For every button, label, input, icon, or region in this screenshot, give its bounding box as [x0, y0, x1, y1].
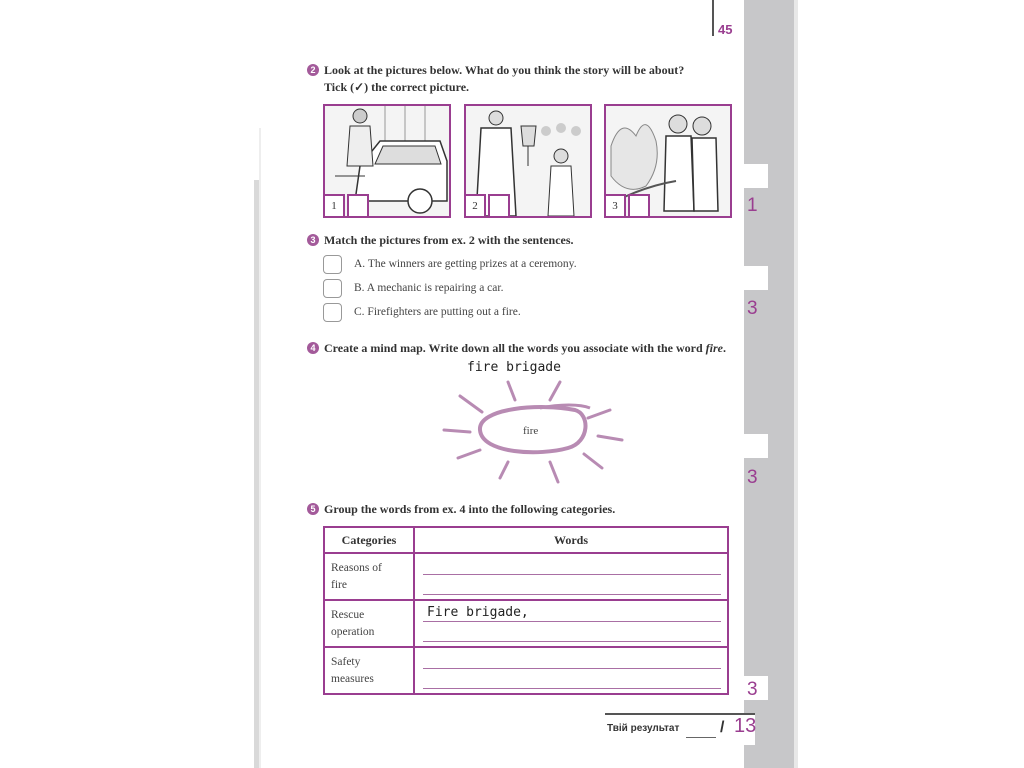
category-cell	[324, 600, 414, 647]
ex5-score: 3	[747, 679, 758, 700]
table-row	[324, 553, 728, 600]
picture-2-tick-box[interactable]	[488, 194, 510, 216]
page-edge-shadow	[259, 128, 261, 768]
result-label: Твій результат	[607, 723, 680, 734]
sentence-b	[323, 279, 503, 298]
category-line1: Safety	[331, 655, 361, 668]
sentence-b-text: B. A mechanic is repairing a car.	[354, 282, 504, 295]
sentence-c	[323, 303, 521, 322]
sentence-c-text: C. Firefighters are putting out a fire.	[354, 306, 521, 319]
result-input-line[interactable]	[686, 737, 716, 738]
ex5-title-text: Group the words from ex. 4 into the following categories.	[324, 502, 616, 516]
ex2-score: 1	[747, 195, 758, 216]
picture-2	[464, 104, 592, 218]
picture-3	[604, 104, 732, 218]
category-line2: measures	[331, 672, 374, 685]
result-total: 13	[734, 715, 757, 737]
ex4-title-text: Create a mind map. Write down all the words you associate with the word	[324, 341, 706, 355]
writing-line	[423, 641, 721, 642]
words-cell[interactable]	[414, 647, 728, 694]
header-categories: Categories	[324, 527, 414, 553]
ex5-number-badge: 5	[307, 503, 319, 515]
picture-3-number: 3	[606, 194, 626, 216]
writing-line	[423, 594, 721, 595]
ex4-number-badge: 4	[307, 342, 319, 354]
category-line1: Rescue	[331, 608, 365, 621]
category-line1: Reasons of	[331, 561, 382, 574]
ex4-title-suffix: .	[723, 341, 726, 355]
category-line2: fire	[331, 578, 347, 591]
categories-table	[323, 526, 729, 695]
score-tab-ex3	[744, 266, 768, 290]
sentence-c-answer-box[interactable]	[323, 303, 342, 322]
score-sidebar	[744, 0, 794, 768]
mind-map-center-word: fire	[523, 425, 539, 437]
category-cell	[324, 553, 414, 600]
sentence-a	[323, 255, 577, 274]
picture-1	[323, 104, 451, 218]
score-tab-ex2	[744, 164, 768, 188]
writing-line	[423, 574, 721, 575]
table-row	[324, 600, 728, 647]
mind-map-handwritten-word: fire brigade	[467, 360, 561, 375]
ex3-number-badge: 3	[307, 234, 319, 246]
ex3-score: 3	[747, 298, 758, 319]
ex2-title-line1: Look at the pictures below. What do you think the story will be about?	[324, 63, 685, 77]
sentence-a-text: A. The winners are getting prizes at a ceremony.	[354, 258, 577, 271]
header-divider	[712, 0, 714, 36]
ex2-title	[307, 62, 684, 96]
words-cell[interactable]	[414, 600, 728, 647]
writing-line	[423, 621, 721, 622]
sentence-a-answer-box[interactable]	[323, 255, 342, 274]
picture-2-number: 2	[466, 194, 486, 216]
header-words: Words	[414, 527, 728, 553]
page-number: 45	[718, 22, 733, 37]
ex4-score: 3	[747, 467, 758, 488]
category-cell	[324, 647, 414, 694]
ex3-title	[307, 232, 574, 249]
picture-1-tick-box[interactable]	[347, 194, 369, 216]
handwritten-answer: Fire brigade,	[427, 605, 529, 620]
category-line2: operation	[331, 625, 375, 638]
words-cell[interactable]	[414, 553, 728, 600]
ex5-title	[307, 501, 615, 518]
ex4-title	[307, 340, 726, 357]
picture-3-tick-box[interactable]	[628, 194, 650, 216]
ex4-title-word: fire	[705, 341, 723, 355]
writing-line	[423, 668, 721, 669]
ex2-title-line2: Tick (✓) the correct picture.	[324, 80, 470, 94]
score-tab-ex4	[744, 434, 768, 458]
sidebar-edge	[794, 0, 798, 768]
picture-1-number: 1	[325, 194, 345, 216]
ex2-number-badge: 2	[307, 64, 319, 76]
writing-line	[423, 688, 721, 689]
sentence-b-answer-box[interactable]	[323, 279, 342, 298]
table-row	[324, 647, 728, 694]
result-slash: /	[720, 719, 725, 736]
ex3-title-text: Match the pictures from ex. 2 with the sentences.	[324, 233, 574, 247]
page-edge	[254, 180, 259, 768]
